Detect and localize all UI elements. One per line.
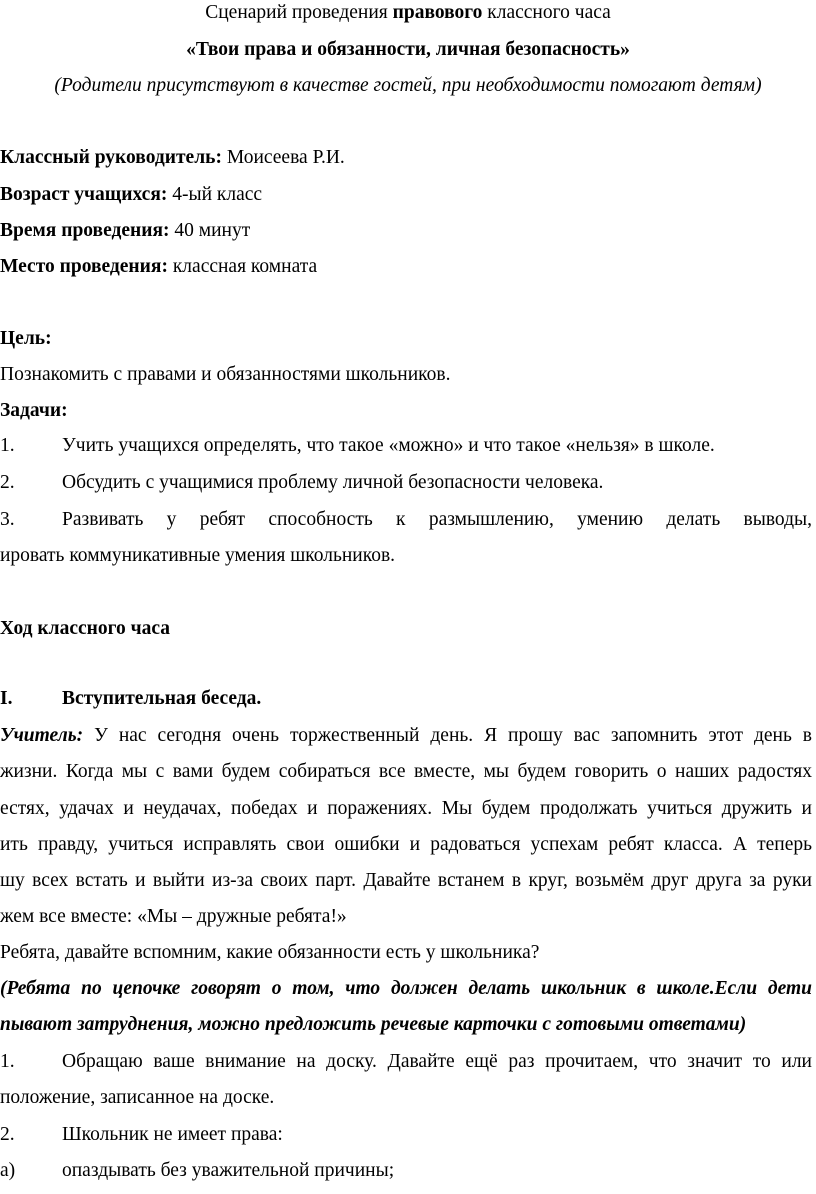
paragraph-line bbox=[0, 723, 812, 749]
info-time bbox=[0, 218, 250, 244]
list-number: 1. bbox=[0, 1051, 15, 1072]
speaker-label: Учитель: bbox=[0, 725, 84, 746]
task-text: Развивать у ребят способность к размышлению, умению делать выводы, bbox=[62, 509, 812, 530]
list-text-continued: положение, записанное на доске. bbox=[0, 1087, 275, 1108]
paragraph-line: жем все вместе: «Мы – дружные ребята!» bbox=[0, 906, 347, 927]
paragraph-line: шу всех встать и выйти из-за своих парт. Давайте встанем в круг, возьмём друг друга за руки bbox=[0, 870, 812, 891]
info-label: Классный руководитель: bbox=[0, 147, 222, 168]
info-value: 40 минут bbox=[169, 220, 251, 241]
paragraph-line: естях, удачах и неудачах, победах и поражениях. Мы будем продолжать учиться дружить и bbox=[0, 798, 812, 819]
task-number: 3. bbox=[0, 509, 15, 530]
info-label: Место проведения: bbox=[0, 256, 168, 277]
paragraph-line: ить правду, учиться исправлять свои ошибки и радоваться успехам ребят класса. А теперь bbox=[0, 834, 812, 855]
paragraph-line: жизни. Когда мы с вами будем собираться все вместе, мы будем говорить о наших радостях bbox=[0, 761, 812, 782]
list-text: Обращаю ваше внимание на доску. Давайте ещё раз прочитаем, что значит то или bbox=[62, 1051, 812, 1072]
info-value: Моисеева Р.И. bbox=[221, 147, 345, 168]
task-text-continued: ировать коммуникативные умения школьников. bbox=[0, 545, 396, 566]
tasks-heading: Задачи: bbox=[0, 400, 68, 421]
page-note: (Родители присутствуют в качестве гостей, при необходимости помогают детям) bbox=[54, 75, 762, 96]
info-age bbox=[0, 182, 262, 208]
task-text: Учить учащихся определять, что такое «можно» и что такое «нельзя» в школе. bbox=[62, 435, 715, 456]
goal-text: Познакомить с правами и обязанностями школьников. bbox=[0, 364, 451, 385]
stage-direction-line: (Ребята по цепочке говорят о том, что должен делать школьник в школе.Если дети bbox=[0, 978, 812, 999]
info-label: Возраст учащихся: bbox=[0, 184, 168, 205]
course-heading: Ход классного часа bbox=[0, 618, 171, 639]
list-number: 2. bbox=[0, 1124, 15, 1145]
info-value: классная комната bbox=[167, 256, 318, 277]
page-subtitle: «Твои права и обязанности, личная безопасность» bbox=[186, 39, 630, 60]
goal-heading: Цель: bbox=[0, 328, 52, 349]
question-text: Ребята, давайте вспомним, какие обязанности есть у школьника? bbox=[0, 942, 540, 963]
title-suffix: классного часа bbox=[482, 2, 611, 23]
info-value: 4-ый класс bbox=[167, 184, 263, 205]
list-text: Школьник не имеет права: bbox=[62, 1124, 283, 1145]
task-number: 1. bbox=[0, 435, 15, 456]
title-prefix: Сценарий проведения bbox=[205, 2, 393, 23]
sub-list-marker: а) bbox=[0, 1160, 16, 1181]
info-label: Время проведения: bbox=[0, 220, 170, 241]
page-title-line bbox=[0, 0, 816, 26]
section-number: I. bbox=[0, 688, 13, 709]
task-number: 2. bbox=[0, 472, 15, 493]
sub-list-text: опаздывать без уважительной причины; bbox=[62, 1160, 395, 1181]
task-text: Обсудить с учащимися проблему личной безопасности человека. bbox=[62, 472, 604, 493]
title-emphasis: правового bbox=[392, 2, 483, 23]
section-title: Вступительная беседа. bbox=[62, 688, 262, 709]
stage-direction-line: пывают затруднения, можно предложить речевые карточки с готовыми ответами) bbox=[0, 1014, 747, 1035]
info-place bbox=[0, 254, 317, 280]
paragraph-text: У нас сегодня очень торжественный день. Я прошу вас запомнить этот день в bbox=[83, 725, 812, 746]
info-teacher bbox=[0, 145, 345, 171]
